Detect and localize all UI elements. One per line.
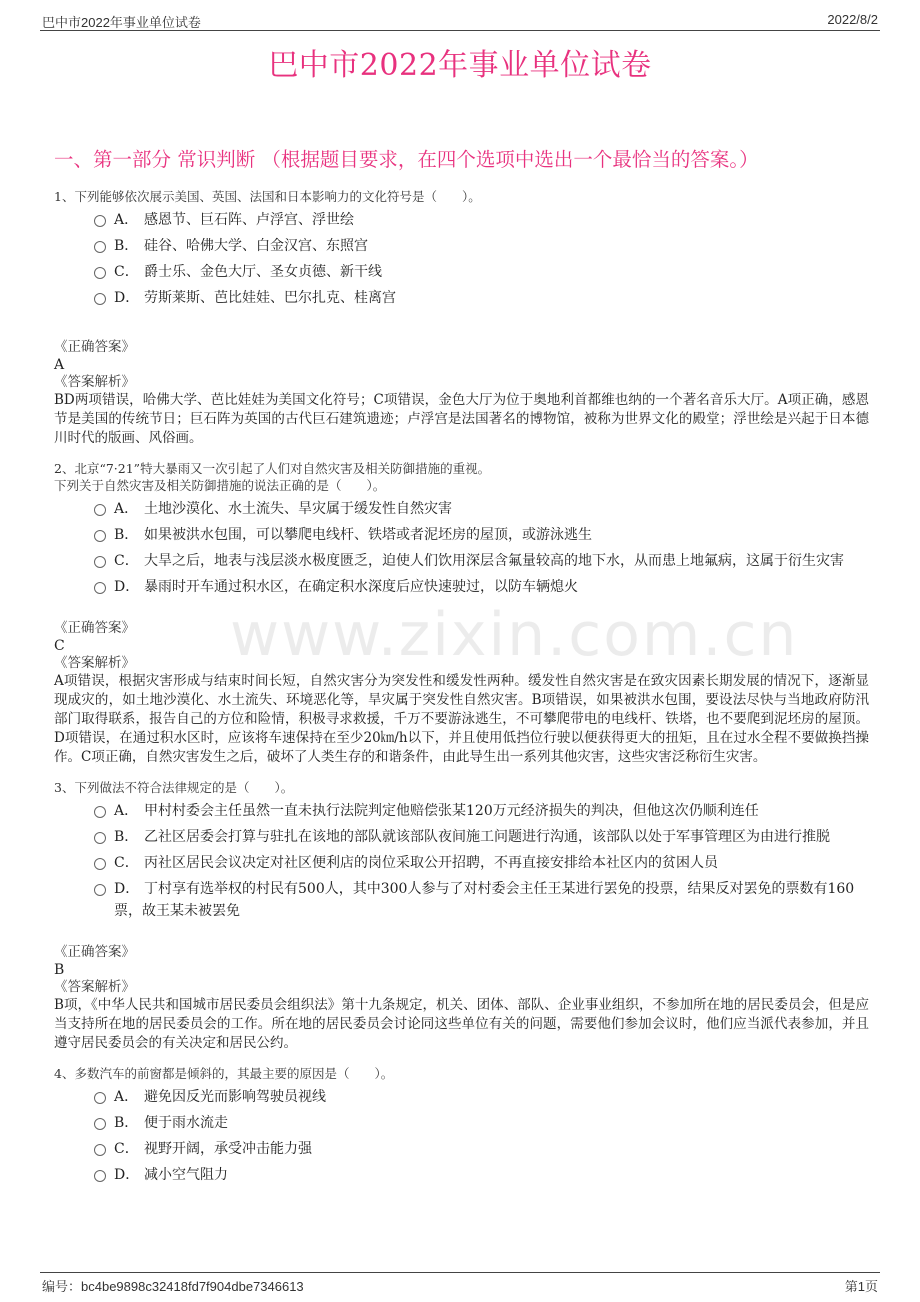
watermark: www.zixin.com.cn: [230, 600, 799, 670]
question-1-explanation: BD两项错误，哈佛大学、芭比娃娃为美国文化符号；C项错误，金色大厅为位于奥地利首都维也纳的一个著名音乐大厅。A项正确，感恩节是美国的传统节日；巨石阵为英国的古代巨石建筑遗迹；卢浮宫是法国著名的博物馆，被称为世界文化的殿堂；浮世绘是兴起于日本德川时代的版画、风俗画。: [54, 392, 869, 446]
radio-icon[interactable]: [94, 293, 106, 305]
radio-icon[interactable]: [94, 858, 106, 870]
header-divider: [40, 30, 880, 31]
explanation-label: 《答案解析》: [54, 655, 135, 671]
footer-doc-id: 编号：bc4be9898c32418fd7f904dbe7346613: [42, 1279, 304, 1294]
question-2-option-b[interactable]: B． 如果被洪水包围，可以攀爬电线杆、铁塔或者泥坯房的屋顶，或游泳逃生: [54, 524, 869, 546]
question-1-option-c[interactable]: C． 爵士乐、金色大厅、圣女贞德、新干线: [54, 261, 869, 283]
radio-icon[interactable]: [94, 504, 106, 516]
answer-label: 《正确答案》: [54, 944, 135, 960]
page-footer: [0, 1272, 920, 1302]
question-1-answer: A: [54, 357, 65, 373]
question-3-option-a[interactable]: A． 甲村村委会主任虽然一直未执行法院判定他赔偿张某120万元经济损失的判决，但他这次仍顺利连任: [54, 800, 869, 822]
question-4-option-d[interactable]: D． 减小空气阻力: [54, 1164, 869, 1186]
question-1-text: 1、下列能够依次展示美国、英国、法国和日本影响力的文化符号是（ ）。: [54, 189, 481, 204]
question-4-text: 4、多数汽车的前窗都是倾斜的，其最主要的原因是（ ）。: [54, 1066, 394, 1081]
question-1: [54, 188, 869, 448]
question-1-option-b[interactable]: B． 硅谷、哈佛大学、白金汉宫、东照宫: [54, 235, 869, 257]
footer-page-number: 第1页: [844, 1279, 878, 1294]
radio-icon[interactable]: [94, 556, 106, 568]
question-3: [54, 779, 869, 1053]
radio-icon[interactable]: [94, 884, 106, 896]
radio-icon[interactable]: [94, 1170, 106, 1182]
radio-icon[interactable]: [94, 1118, 106, 1130]
question-1-option-a[interactable]: A． 感恩节、巨石阵、卢浮宫、浮世绘: [54, 209, 869, 231]
question-2-option-a[interactable]: A． 土地沙漠化、水土流失、旱灾属于缓发性自然灾害: [54, 498, 869, 520]
explanation-label: 《答案解析》: [54, 979, 135, 995]
header-date: 2022/8/2: [827, 12, 878, 27]
question-2-answer: C: [54, 638, 65, 654]
question-3-option-b[interactable]: B． 乙社区居委会打算与驻扎在该地的部队就该部队夜间施工问题进行沟通，该部队以处于军事管理区为由进行推脱: [54, 826, 869, 848]
question-3-option-c[interactable]: C． 丙社区居民会议决定对社区便利店的岗位采取公开招聘，不再直接安排给本社区内的贫困人员: [54, 852, 869, 874]
question-3-explanation: B项，《中华人民共和国城市居民委员会组织法》第十九条规定，机关、团体、部队、企业事业组织，不参加所在地的居民委员会，但是应当支持所在地的居民委员会的工作。所在地的居民委员会讨论同这些单位有关的问题，需要他们参加会议时，他们应当派代表参加，并且遵守居民委员会的有关决定和居民公约。: [54, 997, 869, 1051]
question-4: [54, 1065, 869, 1186]
radio-icon[interactable]: [94, 582, 106, 594]
header-doc-title: 巴中市2022年事业单位试卷: [42, 15, 201, 30]
question-3-answer: B: [54, 962, 65, 978]
radio-icon[interactable]: [94, 832, 106, 844]
question-list: [54, 188, 869, 1186]
question-2-text-line1: 2、北京“7·21”特大暴雨又一次引起了人们对自然灾害及相关防御措施的重视。: [54, 461, 491, 476]
question-4-option-b[interactable]: B． 便于雨水流走: [54, 1112, 869, 1134]
question-4-option-a[interactable]: A． 避免因反光而影响驾驶员视线: [54, 1086, 869, 1108]
question-2-text-line2: 下列关于自然灾害及相关防御措施的说法正确的是（ ）。: [54, 478, 386, 493]
radio-icon[interactable]: [94, 806, 106, 818]
radio-icon[interactable]: [94, 1144, 106, 1156]
radio-icon[interactable]: [94, 267, 106, 279]
section-heading: 一、第一部分 常识判断 （根据题目要求，在四个选项中选出一个最恰当的答案。）: [54, 148, 759, 171]
question-4-option-c[interactable]: C． 视野开阔，承受冲击能力强: [54, 1138, 869, 1160]
page-title: 巴中市2022年事业单位试卷: [268, 48, 652, 83]
answer-label: 《正确答案》: [54, 339, 135, 355]
question-3-text: 3、下列做法不符合法律规定的是（ ）。: [54, 780, 294, 795]
question-2: [54, 460, 869, 767]
question-2-option-d[interactable]: D． 暴雨时开车通过积水区，在确定积水深度后应快速驶过，以防车辆熄火: [54, 576, 869, 598]
question-1-option-d[interactable]: D． 劳斯莱斯、芭比娃娃、巴尔扎克、桂离宫: [54, 287, 869, 309]
question-3-option-d[interactable]: D． 丁村享有选举权的村民有500人，其中300人参与了对村委会主任王某进行罢免的投票，结果反对罢免的票数有160票，故王某未被罢免: [54, 878, 869, 922]
radio-icon[interactable]: [94, 215, 106, 227]
answer-label: 《正确答案》: [54, 620, 135, 636]
page-header: [0, 0, 920, 28]
footer-divider: [40, 1272, 880, 1273]
radio-icon[interactable]: [94, 241, 106, 253]
question-2-option-c[interactable]: C． 大旱之后，地表与浅层淡水极度匮乏，迫使人们饮用深层含氟量较高的地下水，从而患上地氟病，这属于衍生灾害: [54, 550, 869, 572]
explanation-label: 《答案解析》: [54, 374, 135, 390]
radio-icon[interactable]: [94, 1092, 106, 1104]
radio-icon[interactable]: [94, 530, 106, 542]
question-2-explanation: A项错误，根据灾害形成与结束时间长短，自然灾害分为突发性和缓发性两种。缓发性自然灾害是在致灾因素长期发展的情况下，逐渐显现成灾的，如土地沙漠化、水土流失、环境恶化等，旱灾属于突发性自然灾害。B项错误，如果被洪水包围，要设法尽快与当地政府防汛部门取得联系，报告自己的方位和险情，积极寻求救援，千万不要游泳逃生，不可攀爬带电的电线杆、铁塔，也不要爬到泥坯房的屋顶。D项错误，在通过积水区时，应该将车速保持在至少20㎞/h以下，并且使用低挡位行驶以便获得更大的扭矩，且在过水全程不要做换挡操作。C项正确，自然灾害发生之后，破坏了人类生存的和谐条件，由此导生出一系列其他灾害，这些灾害泛称衍生灾害。: [54, 673, 869, 765]
